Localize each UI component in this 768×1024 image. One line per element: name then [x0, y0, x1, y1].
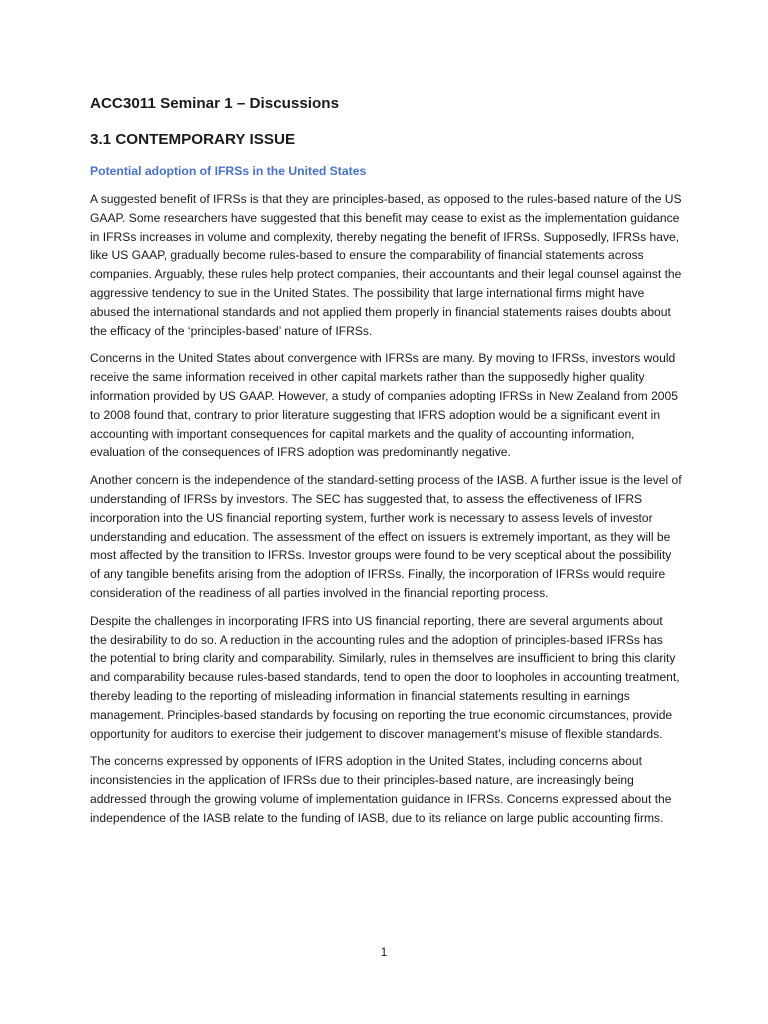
paragraph-3: Another concern is the independence of the standard-setting process of the IASB. A further issue is the level of understanding of IFRSs by investors. The SEC has suggested that, to assess the effectiveness of IFRS incorporation into the US financial reporting system, further work is necessary to assess levels of investor understanding and education. The assessment of the effect on issuers is extremely important, as they will be most affected by the transition to IFRSs. Investor groups were found to be very sceptical about the possibility of any tangible benefits arising from the adoption of IFRSs. Finally, the incorporation of IFRSs would require consideration of the readiness of all parties involved in the financial reporting process. — [90, 473, 682, 600]
section-heading: 3.1 CONTEMPORARY ISSUE — [90, 131, 296, 148]
document-title: ACC3011 Seminar 1 – Discussions — [90, 95, 340, 112]
paragraph-4: Despite the challenges in incorporating IFRS into US financial reporting, there are several arguments about the desirability to do so. A reduction in the accounting rules and the adoption of principles-based IFRSs has the potential to bring clarity and comparability. Similarly, rules in themselves are insufficient to bring this clarity and comparability because rules-based standards, tend to open the door to loopholes in accounting treatment, thereby leading to the reporting of misleading information in financial statements resulting in earnings management. Principles-based standards by focusing on reporting the true economic circumstances, provide opportunity for auditors to exercise their judgement to discover management’s misuse of flexible standards. — [90, 613, 680, 741]
page-number: 1 — [380, 945, 388, 959]
document-page — [90, 94, 682, 837]
paragraph-5: The concerns expressed by opponents of IFRS adoption in the United States, including concerns about inconsistencies in the application of IFRSs due to their principles-based nature, are increasingly being addressed through the growing volume of implementation guidance in IFRSs. Concerns expressed about the independence of the IASB relate to the funding of IASB, due to its reliance on large public accounting firms. — [90, 754, 672, 825]
paragraph-1: A suggested benefit of IFRSs is that they are principles-based, as opposed to the rules-based nature of the US GAAP. Some researchers have suggested that this benefit may cease to exist as the implementation guidance in IFRSs increases in volume and complexity, thereby negating the benefit of IFRSs. Supposedly, IFRSs have, like US GAAP, gradually become rules-based to ensure the comparability of financial statements across companies. Arguably, these rules help protect companies, their accountants and their legal counsel against the aggressive tendency to sue in the United States. The possibility that large international firms might have abused the international standards and not applied them properly in financial statements raises doubts about the efficacy of the ‘principles-based’ nature of IFRSs. — [90, 192, 682, 338]
subheading: Potential adoption of IFRSs in the United States — [90, 164, 367, 178]
paragraph-2: Concerns in the United States about convergence with IFRSs are many. By moving to IFRSs, investors would receive the same information received in other capital markets rather than the supposedly higher quality information provided by US GAAP. However, a study of companies adopting IFRSs in New Zealand from 2005 to 2008 found that, contrary to prior literature suggesting that IFRS adoption would be a significant event in accounting with important consequences for capital markets and the quality of accounting information, evaluation of the consequences of IFRS adoption was predominantly negative. — [90, 351, 678, 460]
